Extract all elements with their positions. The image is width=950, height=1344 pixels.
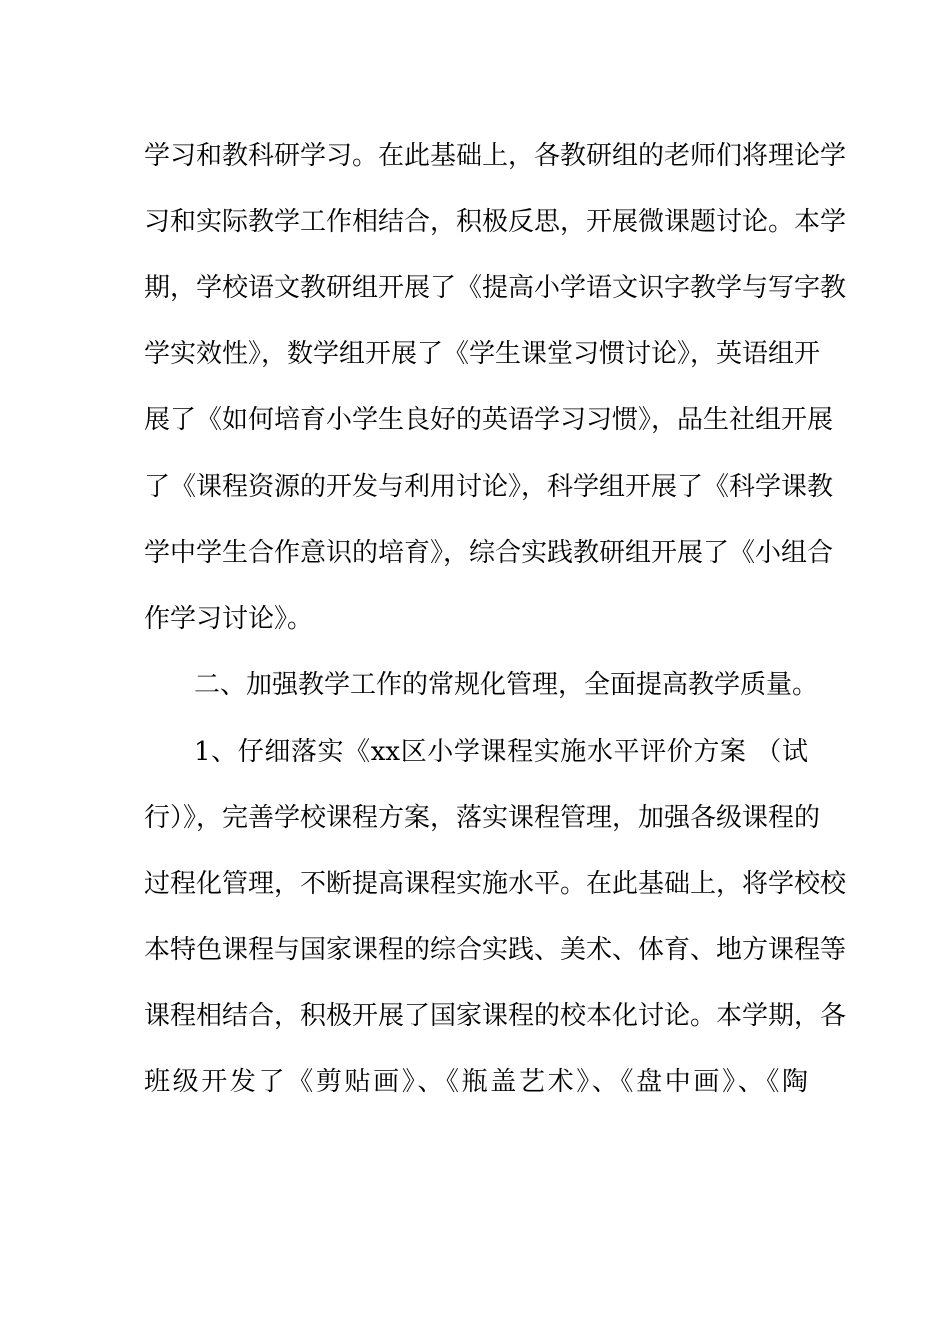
item-line-1: 1、仔细落实《xx区小学课程实施水平评价方案 （试 [194, 737, 808, 767]
item-line-2: 行）》，完善学校课程方案，落实课程管理，加强各级课程的 [144, 803, 821, 833]
paragraph-line-7: 学中学生合作意识的培育》，综合实践教研组开展了《小组合 [144, 538, 834, 568]
paragraph-line-6: 了《课程资源的开发与利用讨论》，科学组开展了《科学课教 [144, 472, 834, 502]
item-line-4: 本特色课程与国家课程的综合实践、美术、体育、地方课程等 [144, 935, 847, 965]
item-line-3: 过程化管理，不断提高课程实施水平。在此基础上，将学校校 [144, 869, 847, 899]
paragraph-line-1: 学习和教科研学习。在此基础上，各教研组的老师们将理论学 [144, 141, 847, 171]
paragraph-line-4: 学实效性》，数学组开展了《学生课堂习惯讨论》，英语组开 [144, 339, 821, 369]
item-line-6: 班级开发了《剪贴画》、《瓶盖艺术》、《盘中画》、《陶 [144, 1067, 808, 1097]
paragraph-line-8: 作学习讨论》。 [144, 604, 314, 634]
paragraph-line-2: 习和实际教学工作相结合，积极反思，开展微课题讨论。本学 [144, 207, 847, 237]
paragraph-line-5: 展了《如何培育小学生良好的英语学习习惯》，品生社组开展 [144, 405, 834, 435]
section-heading: 二、加强教学工作的常规化管理，全面提高教学质量。 [194, 670, 819, 700]
paragraph-line-3: 期，学校语文教研组开展了《提高小学语文识字教学与写字教 [144, 273, 847, 303]
item-line-5: 课程相结合，积极开展了国家课程的校本化讨论。本学期，各 [144, 1001, 847, 1031]
